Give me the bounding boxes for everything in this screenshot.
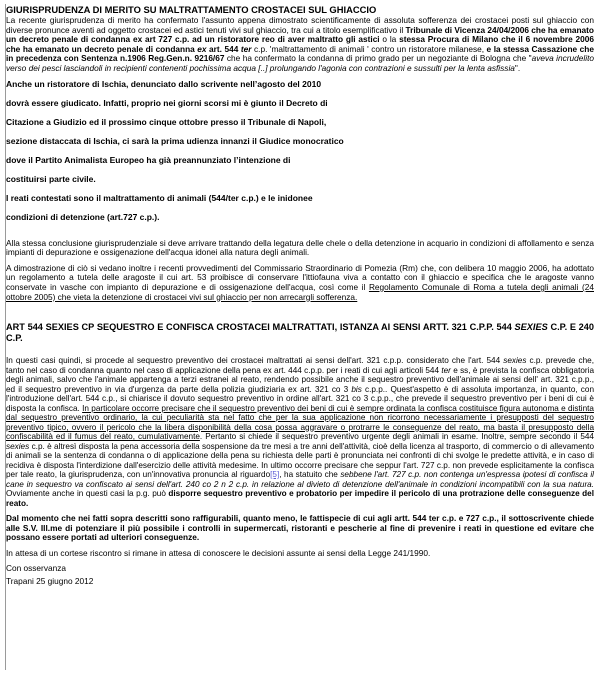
text-run: e ss, è prevista la confisca obbligatoria degli animali, salvo che l'animale appartenga a terzi estranei al reato, rendendo possibile anche il sequestro preventivo dell'animale ai sensi dell' art. 321 c.p.p., ed il sequestro preventivo in via d'urgenza da parte della polizia giudiziaria ex art. 321 co 3	[6, 365, 594, 394]
text-run: ART 544 SEXIES CP SEQUESTRO E CONFISCA CROSTACEI MALTRATTATI, ISTANZA AI SENSI ARTT. 321 C.P.P. 544	[6, 322, 515, 333]
bold-line: dovrà essere giudicato. Infatti, proprio nei giorni scorsi mi è giunto il Decreto di	[6, 97, 328, 108]
italic-run: sebbene l'art. 727 c.p. non contenga un'espressa ipotesi di confisca il cane in sequestro va confiscato ai sensi dell'art. 240 co 2 n 2 c.p. in relazione al divieto di detenzione dell'animale in condizioni incompatibili con la sua natura.	[6, 470, 594, 489]
text-run: c.p. 'maltrattamento di animali ' contro un ristoratore milanese,	[251, 43, 487, 54]
paragraph-riscontro: In attesa di un cortese riscontro si rimane in attesa di conoscere le decisioni assunte ai sensi della Legge 241/1990.	[6, 547, 431, 558]
text-run: c.p. è altresì disposta la pena accessoria della sospensione da tre mesi a tre anni dell'attività, cioè della licenza al trasporto, di commercio o di allevamento di animali se la sentenza di condanna o di applicazione della pena su richiesta delle parti è pronunciata nei confronti di chi svolge le predette attività, e in caso di recidiva è disposta l'interdizione dall'esercizio delle attività medesime. In ultimo occorre precisare che seppur l'art. 727 c.p. non prevede esplicitamente la confisca per tale reato, la giurisprudenza, con un'innovativa pronuncia al riguardo	[6, 441, 594, 480]
italic-run: ter	[240, 43, 252, 54]
text-run: o la	[379, 34, 400, 45]
bold-line: I reati contestati sono il maltrattamento di animali (544/ter c.p.) e le inidonee	[6, 192, 313, 203]
text-run: . Pertanto si chiede il sequestro preventivo urgente degli animali in esame. Inoltre, sempre secondo il 544	[199, 432, 594, 442]
text-run: In questi casi quindi, si procede al sequestro preventivo dei crostacei maltrattati ai sensi dell'art. 321 c.p.p. considerato che l'art. 544	[6, 356, 504, 366]
bold-run: disporre sequestro preventivo e probatorio per impedire il pericolo di una protrazione delle conseguenze del reato.	[6, 489, 594, 508]
text-run: C.P. E 240 C.P.	[6, 322, 594, 344]
text-run: A dimostrazione di ciò si vedano inoltre i recenti provvedimenti del Commissario Straordinario di Pomezia (Rm) che, con delibera 10 maggio 2006, ha adottato un regolamento a tutela delle aragoste il cui art. 53 proibisce di conservare l'ittiofauna viva a contatto con il ghiaccio e specifica che le aragoste vanno conservate in vasche con impianto di depurazione e di ossigenazione dell'acqua, così come il	[6, 262, 594, 292]
bold-run: Tribunale di Vicenza 24/04/2006 che ha emanato un decreto penale di condanna ex art 727 c.p. ad un ristoratore reo di aver maltratto gli astici	[6, 24, 594, 45]
ischia-section	[6, 75, 594, 227]
text-run: , ha statuito che	[279, 470, 341, 480]
bold-line: condizioni di detenzione (art.727 c.p.).	[6, 211, 160, 222]
text-run: c.p. prevede che, tanto nel caso di condanna quanto nel caso di applicazione della pena ex art. 444 c.p.p. per i reati di cui agli articoli 544	[6, 356, 594, 375]
italic-run: ter	[441, 365, 451, 375]
underlined-run: Regolamento Comunale di Roma a tutela degli animali (24 ottobre 2005) che vieta la detenzione di crostacei vivi sul ghiaccio per non arrecargli sofferenza.	[6, 281, 594, 302]
spacer	[6, 344, 594, 356]
italic-run: ex	[197, 43, 207, 54]
place-date: Trapani 25 giugno 2012	[6, 576, 94, 587]
bold-run: art. 544	[206, 43, 241, 54]
heading-giurisprudenza: GIURISPRUDENZA DI MERITO SU MALTRATTAMENTO CROSTACEI SUL GHIACCIO	[6, 4, 377, 15]
paragraph-richiesta: Dal momento che nei fatti sopra descritti sono raffigurabili, quanto meno, le fattispecie di cui agli artt. 544 ter c.p. e 727 c.p., il sottoscrivente chiede alle S.V. Ill.me di potenziare il più possibile i controlli in supermercati, ristoranti e pescherie al fine di prevenire i reati in questione ed evitare che possano essere portati ad ulteriori conseguenze.	[6, 513, 594, 543]
bold-line: dove il Partito Animalista Europeo ha già preannunziato l’intenzione di	[6, 154, 291, 165]
bold-line: costituirsi parte civile.	[6, 173, 96, 184]
paragraph-giurisprudenza	[6, 16, 594, 74]
italic-run: aveva incrudelito verso dei pesci lasciandoli in recipienti contenenti pochissima acqua [..] prolungando l'agonia con contrazioni e sussulti per la lenta asfissia	[6, 53, 594, 73]
bold-run: e la stessa Cassazione che in precedenza con Sentenza n.1906 Reg.Gen.n. 9216/67	[6, 43, 594, 64]
italic-run: bis	[351, 384, 362, 394]
bold-line: sezione distaccata di Ischia, ci sarà la prima udienza innanzi il Giudice monocratico	[6, 135, 344, 146]
bold-line: Anche un ristoratore di Ischia, denunciato dallo scrivente nell’agosto del 2010	[6, 78, 322, 89]
italic-run: sexies	[503, 356, 527, 366]
text-run: ".	[514, 62, 521, 73]
heading-sequestro	[6, 322, 594, 344]
paragraph-conclusione: Alla stessa conclusione giurisprudenziale si deve arrivare trattando della legatura delle chele o della detenzione in acquario in condizioni di affollamento e senza impianti di depurazione e ossigenazione dell'acqua idonei alla natura degli animali.	[6, 237, 594, 258]
closing: Con osservanza	[6, 562, 66, 573]
underlined-run: In particolare occorre precisare che il sequestro preventivo dei beni di cui è sempre ordinata la confisca costituisce figura autonoma e distinta dal sequestro preventivo ordinario, la cui peculiarità sta nel fatto che per la sua applicazione non ricorrono necessariamente i presupposti del sequestro preventivo tipico, ovvero il pericolo che la libera disponibilità della cosa possa aggravare o protrarre le conseguenze del reato, ma basta il presupposto della confiscabilità ed il fumus del reato, cumulativamente	[6, 403, 594, 442]
bold-line: Citazione a Giudizio ed il prossimo cinque ottobre presso il Tribunale di Napoli,	[6, 116, 327, 127]
bold-run: stessa Procura di Milano che il 6 novembre 2006 che ha emanato un decreto penale di condanna	[6, 34, 594, 54]
text-run: che ha confermato la condanna di primo grado per un negoziante di Bologna che "	[224, 53, 532, 64]
italic-run: sexies	[6, 441, 30, 451]
paragraph-sequestro	[6, 356, 594, 508]
italic-run: SEXIES	[514, 322, 548, 333]
text-run: c.p.p.. Quest'aspetto è di assoluta importanza, in quanto, con l'introduzione dell'art. 544 c.p., si chiarisce il dovuto sequestro preventivo in ordine all'art. 321 co 3 c.p.p., che prevede il sequestro preventivo per i beni di cui è disposta la confisca.	[6, 384, 595, 413]
text-run: La recente giurisprudenza di merito ha confermato l'assunto appena dimostrato scientificamente di assoluta sofferenza dei crostacei posti sul ghiaccio con diverse pronunce aventi ad oggetto crostacei ed astici tenuti vivi sul ghiaccio, tra cui a titolo esemplificativo il	[6, 15, 594, 35]
spacer	[6, 227, 594, 239]
paragraph-pomezia	[6, 264, 594, 302]
footnote-link[interactable]: [5]	[270, 470, 280, 480]
spacer	[6, 302, 594, 312]
text-run: Ovviamente anche in questi casi la p.g. può	[6, 489, 169, 499]
